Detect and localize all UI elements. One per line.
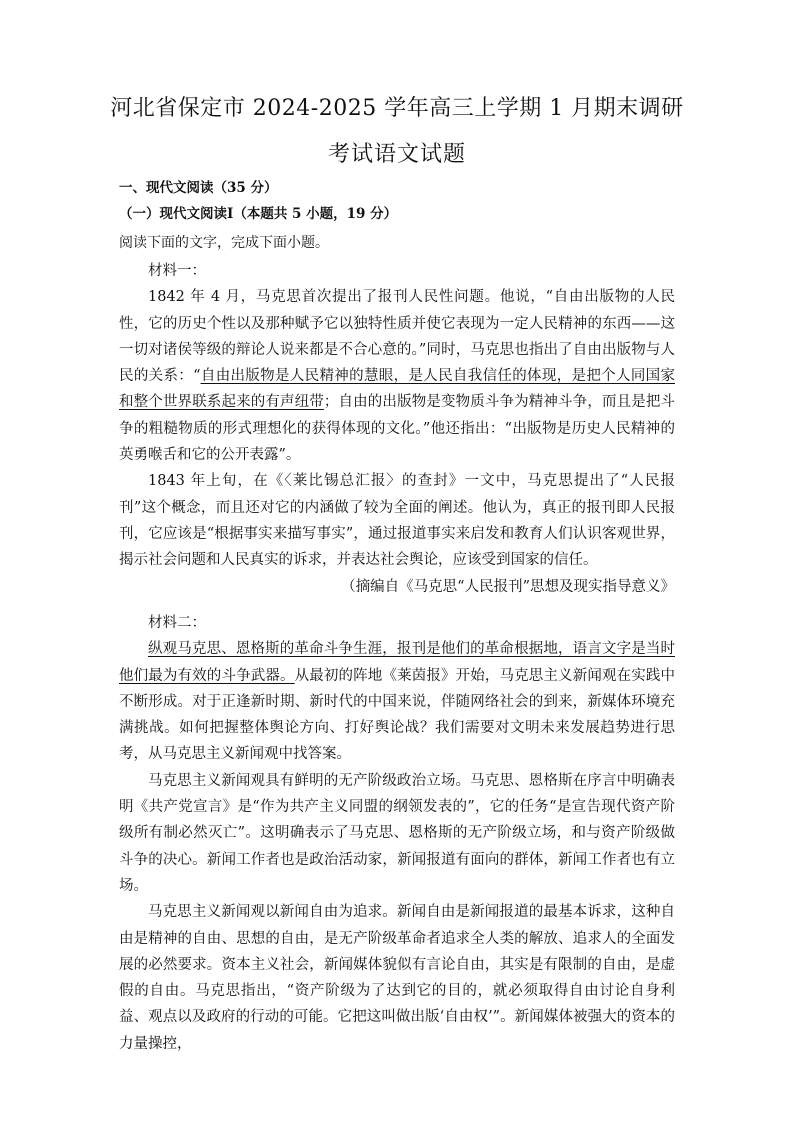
material-two-block bbox=[119, 610, 675, 1057]
underlined-sentence: 纵观马克思、恩格斯的革命斗争生涯，报刊是他们的革命根据地，语言文字是当时他们最为有效的斗争武器。 bbox=[119, 641, 675, 684]
document-title-line2: 考试语文试题 bbox=[327, 142, 466, 167]
material-one-paragraph-2: 1843 年上旬，在《〈莱比锡总汇报〉的查封》一文中，马克思提出了“人民报刊”这个概念，而且还对它的内涵做了较为全面的阐述。他认为，真正的报刊即人民报刊，它应该是“根据事实来描写事实”，通过报道事实来启发和教育人们认识客观世界，揭示社会问题和人民真实的诉求，并表达社会舆论，应该受到国家的信任。 bbox=[119, 473, 675, 569]
material-two-paragraph-1 bbox=[119, 636, 675, 767]
document-title-line1: 河北省保定市 2024-2025 学年高三上学期 1 月期末调研 bbox=[110, 96, 684, 121]
material-one-block bbox=[119, 258, 675, 600]
subsection-heading: （一）现代文阅读Ⅰ（本题共 5 小题，19 分） bbox=[119, 206, 398, 222]
section-heading: 一、现代文阅读（35 分） bbox=[119, 180, 278, 196]
material-two-label: 材料二： bbox=[148, 615, 206, 631]
material-one-label: 材料一： bbox=[148, 263, 206, 279]
underlined-sentence: 自由出版物是人民精神的慧眼，是人民自我信任的体现，是把个人同国家和整个世界联系起来的有声纽带 bbox=[119, 368, 675, 411]
material-two-paragraph-2: 马克思主义新闻观具有鲜明的无产阶级政治立场。马克思、恩格斯在序言中明确表明《共产党宣言》是“作为共产主义同盟的纲领发表的”，它的任务“是宣告现代资产阶级所有制必然灭亡”。这明确表示了马克思、恩格斯的无产阶级立场，和与资产阶级做斗争的决心。新闻工作者也是政治活动家，新闻报道有面向的群体，新闻工作者也有立场。 bbox=[119, 772, 675, 894]
paragraph-text: 1842 年 4 月，马克思首次提出了报刊人民性问题。他说，“自由出版物的人民性，它的历史个性以及那种赋予它以独特性质并使它表现为一定人民精神的东西——这一切对诸侯等级的辩论人说来都是不合心意的。”同时，马克思也指出了自由出版物与人民的关系：“ bbox=[119, 289, 675, 385]
paragraph-text: 从最初的阵地《莱茵报》开始，马克思主义新闻观在实践中不断形成。对于正逢新时期、新时代的中国来说，伴随网络社会的到来，新媒体环境充满挑战。如何把握整体舆论方向、打好舆论战？我们需要对文明未来发展趋势进行思考，从马克思主义新闻观中找答案。 bbox=[119, 667, 676, 763]
paragraph-text: ；自由的出版物是变物质斗争为精神斗争，而且是把斗争的粗糙物质的形式理想化的获得体现的文化。”他还指出：“出版物是历史人民精神的英勇喉舌和它的公开表露”。 bbox=[119, 394, 675, 464]
instruction-text: 阅读下面的文字，完成下面小题。 bbox=[119, 235, 329, 251]
material-one-paragraph-1 bbox=[119, 284, 675, 468]
material-two-paragraph-3: 马克思主义新闻观以新闻自由为追求。新闻自由是新闻报道的最基本诉求，这种自由是精神的自由、思想的自由，是无产阶级革命者追求全人类的解放、追求人的全面发展的必然要求。资本主义社会，新闻媒体貌似有言论自由，其实是有限制的自由，是虚假的自由。马克思指出，“资产阶级为了达到它的目的，就必须取得自由讨论自身利益、观点以及政府的行动的可能。它把这叫做出版‘自由权’”。新闻媒体被强大的资本的力量操控， bbox=[119, 904, 675, 1052]
material-one-source: （摘编自《马克思“人民报刊”思想及现实指导意义》 bbox=[341, 578, 675, 595]
